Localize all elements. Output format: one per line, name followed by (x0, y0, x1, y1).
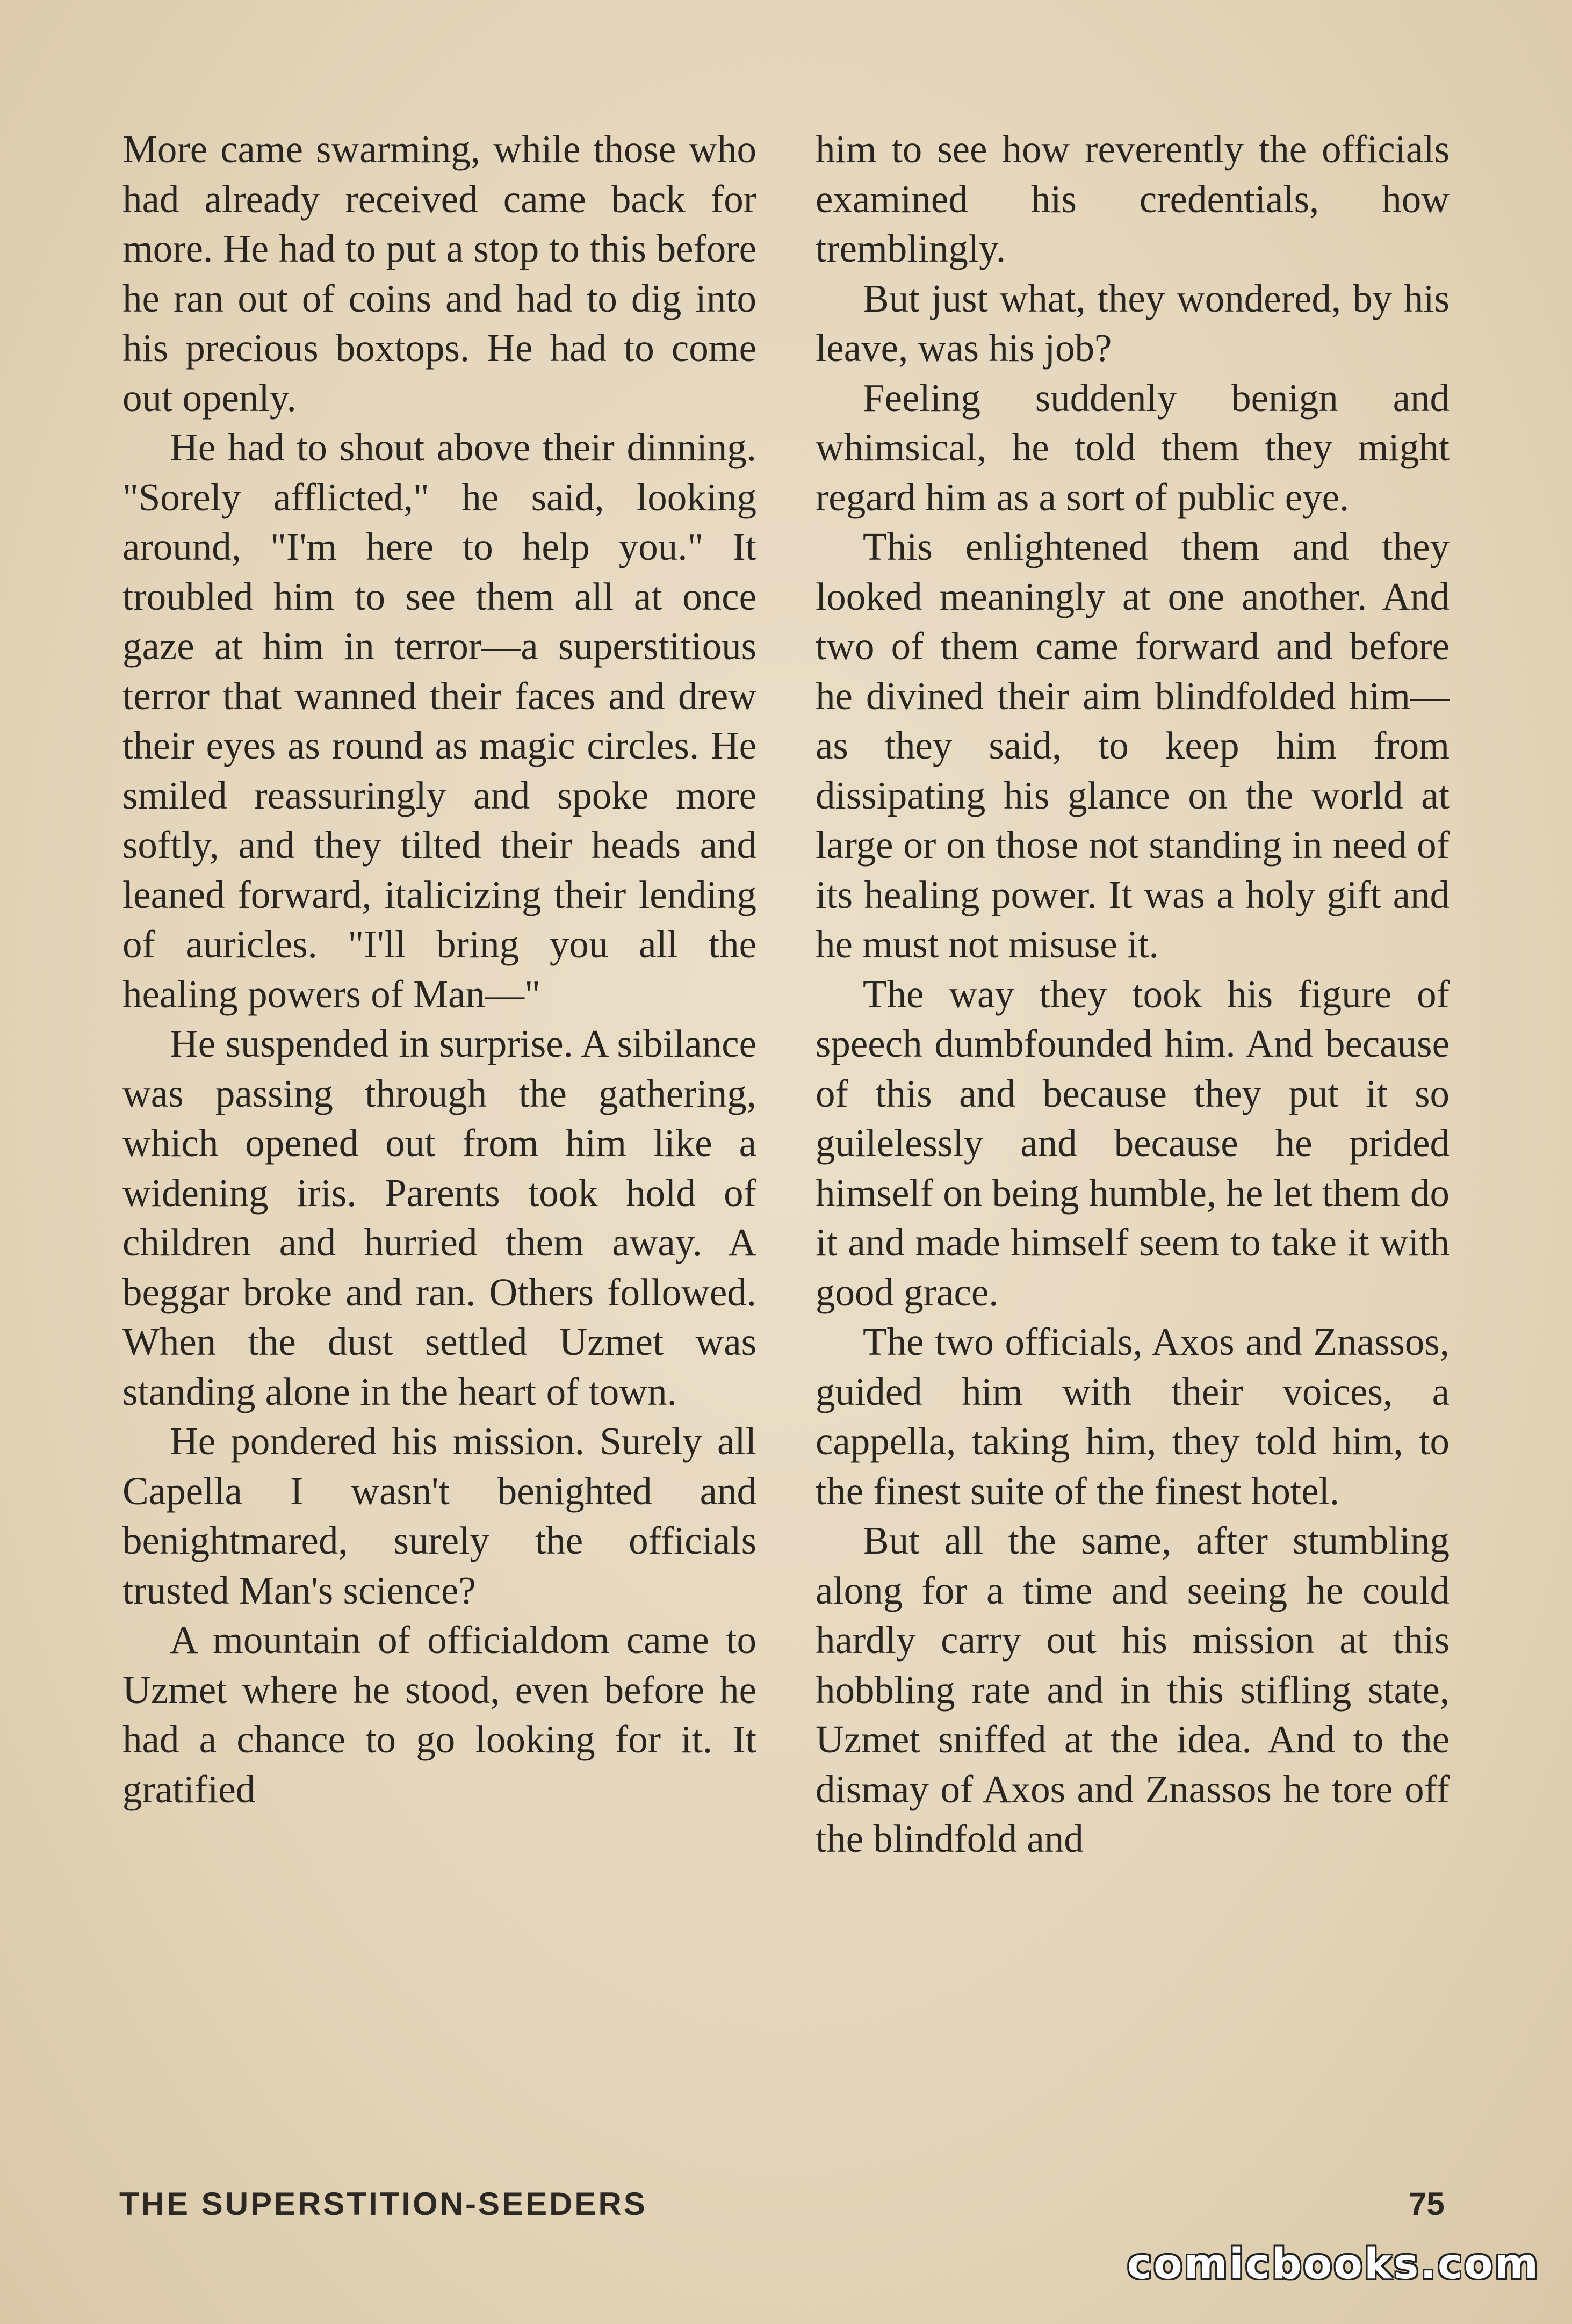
paragraph: This enlightened them and they looked meaningly at one another. And two of them came forward and before he divined their aim blindfolded him—as they said, to keep him from dissipating his glance on the world at large or on those not standing in need of its healing power. It was a holy gift and he must not misuse it. (816, 525, 1450, 966)
paragraph: But all the same, after stumbling along for a time and seeing he could hardly carry out his mission at this hobbling rate and in this stifling state, Uzmet sniffed at the idea. And to the dismay of Axos and Znassos he tore off the blindfold and (816, 1519, 1450, 1860)
paragraph: Feeling suddenly benign and whimsical, he told them they might regard him as a sort of public eye. (816, 376, 1450, 519)
paragraph: him to see how reverently the officials examined his credentials, how tremblingly. (816, 127, 1450, 270)
paragraph: More came swarming, while those who had already received came back for more. He had to put a stop to this before he ran out of coins and had to dig into his precious boxtops. He had to come out openly. (122, 127, 756, 420)
page-number: 75 (1409, 2186, 1445, 2222)
left-text-column (122, 125, 756, 1814)
site-watermark: comicbooks.com (1127, 2240, 1540, 2289)
paragraph: But just what, they wondered, by his leave, was his job? (816, 276, 1450, 370)
paragraph: A mountain of officialdom came to Uzmet where he stood, even before he had a chance to go looking for it. It gratified (122, 1618, 756, 1811)
paragraph: The way they took his figure of speech dumbfounded him. And because of this and because they put it so guilelessly and because he prided himself on being humble, he let them do it and made himself seem to take it with good grace. (816, 972, 1450, 1314)
paragraph: He suspended in surprise. A sibilance was passing through the gathering, which opened out from him like a widening iris. Parents took hold of children and hurried them away. A beggar broke and ran. Others followed. When the dust settled Uzmet was standing alone in the heart of town. (122, 1022, 756, 1413)
running-footer-title: THE SUPERSTITION-SEEDERS (119, 2186, 647, 2222)
paragraph: He had to shout above their dinning. "Sorely afflicted," he said, looking around, "I'm here to help you." It troubled him to see them all at once gaze at him in terror—a superstitious terror that wanned their faces and drew their eyes as round as magic circles. He smiled reassuringly and spoke more softly, and they tilted their heads and leaned forward, italicizing their lending of auricles. "I'll bring you all the healing powers of Man—" (122, 425, 756, 1016)
right-text-column (816, 125, 1450, 1864)
paragraph: He pondered his mission. Surely all Capella I wasn't benighted and benightmared, surely the officials trusted Man's science? (122, 1419, 756, 1612)
paragraph: The two officials, Axos and Znassos, guided him with their voices, a cappella, taking him, they told him, to the finest suite of the finest hotel. (816, 1320, 1450, 1513)
